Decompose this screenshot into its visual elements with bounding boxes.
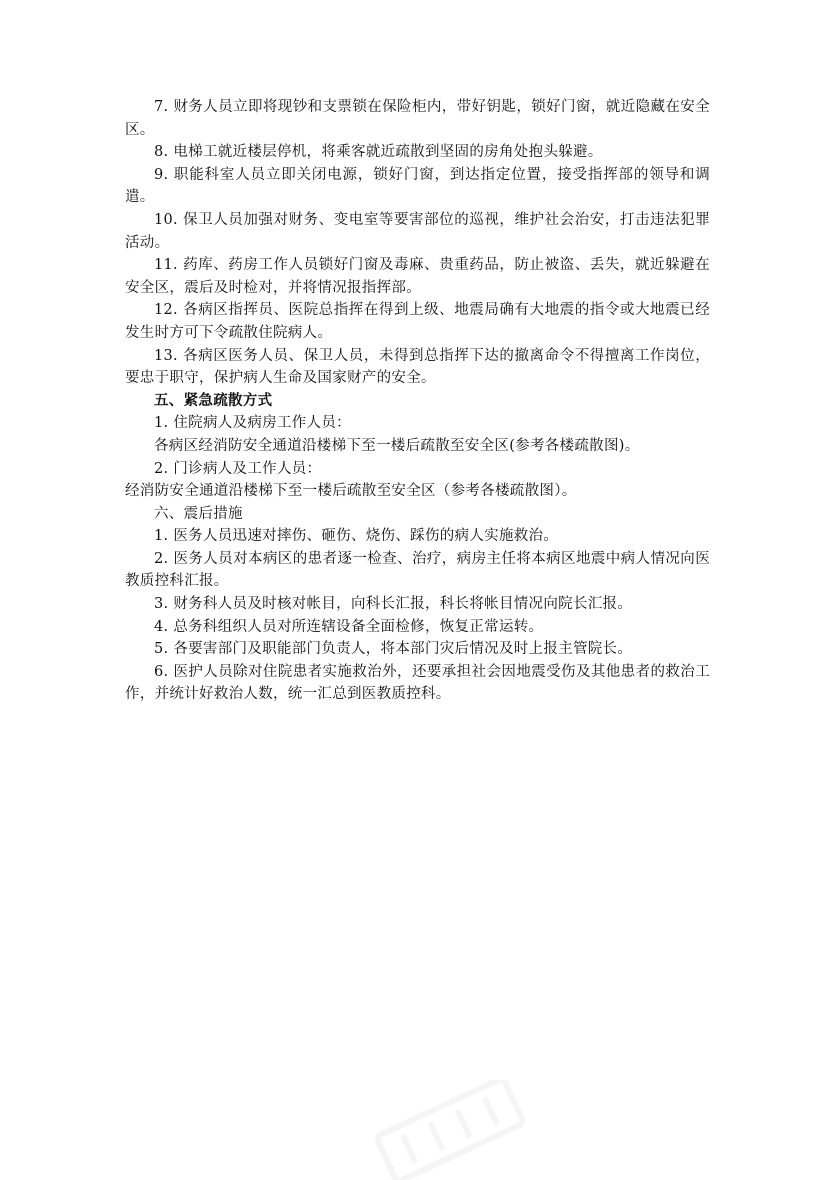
evacuation-item-1: 1. 住院病人及病房工作人员：: [154, 415, 351, 432]
post-quake-item-2: 2. 医务人员对本病区的患者逐一检查、治疗，病房主任将本病区地震中病人情况向医教质控科汇报。: [125, 550, 710, 590]
paragraph-item-9: 9. 职能科室人员立即关闭电源，锁好门窗，到达指定位置，接受指挥部的领导和调遣。: [125, 166, 710, 206]
paragraph-item-8: 8. 电梯工就近楼层停机，将乘客就近疏散到坚固的房角处抱头躲避。: [154, 144, 603, 161]
post-quake-item-3: 3. 财务科人员及时核对帐目，向科长汇报，科长将帐目情况向院长汇报。: [154, 596, 633, 613]
post-quake-item-6: 6. 医护人员除对住院患者实施救治外，还要承担社会因地震受伤及其他患者的救治工作，并统计好救治人数，统一汇总到医教质控科。: [125, 663, 710, 703]
paragraph-item-12: 12. 各病区指挥员、医院总指挥在得到上级、地震局确有大地震的指令或大地震已经发生时方可下令疏散住院病人。: [125, 302, 710, 341]
section-heading-post-quake: 六、震后措施: [154, 505, 243, 522]
section-heading-evacuation: 五、紧急疏散方式: [154, 391, 273, 409]
paragraph-item-13: 13. 各病区医务人员、保卫人员，未得到总指挥下达的撤离命令不得擅离工作岗位，要忠于职守，保护病人生命及国家财产的安全。: [125, 347, 710, 387]
paragraph-item-10: 10. 保卫人员加强对财务、变电室等要害部位的巡视，维护社会治安，打击违法犯罪活动。: [125, 211, 710, 251]
paragraph-item-11: 11. 药库、药房工作人员锁好门窗及毒麻、贵重药品，防止被盗、丢失，就近躲避在安全区，震后及时检对，并将情况报指挥部。: [125, 257, 710, 296]
document-body: [125, 96, 710, 706]
post-quake-item-4: 4. 总务科组织人员对所连辖设备全面检修，恢复正常运转。: [154, 618, 544, 635]
watermark-stamp-icon: [360, 1080, 540, 1180]
evacuation-item-1-detail: 各病区经消防安全通道沿楼梯下至一楼后疏散至安全区(参考各楼疏散图)。: [154, 437, 640, 454]
evacuation-item-2: 2. 门诊病人及工作人员：: [154, 460, 322, 477]
evacuation-item-2-detail: 经消防安全通道沿楼梯下至一楼后疏散至安全区（参考各楼疏散图）。: [125, 483, 577, 500]
paragraph-item-7: 7. 财务人员立即将现钞和支票锁在保险柜内，带好钥匙，锁好门窗，就近隐藏在安全区。: [125, 99, 710, 138]
post-quake-item-5: 5. 各要害部门及职能部门负责人，将本部门灾后情况及时上报主管院长。: [154, 641, 633, 658]
post-quake-item-1: 1. 医务人员迅速对摔伤、砸伤、烧伤、踩伤的病人实施救治。: [154, 528, 559, 545]
